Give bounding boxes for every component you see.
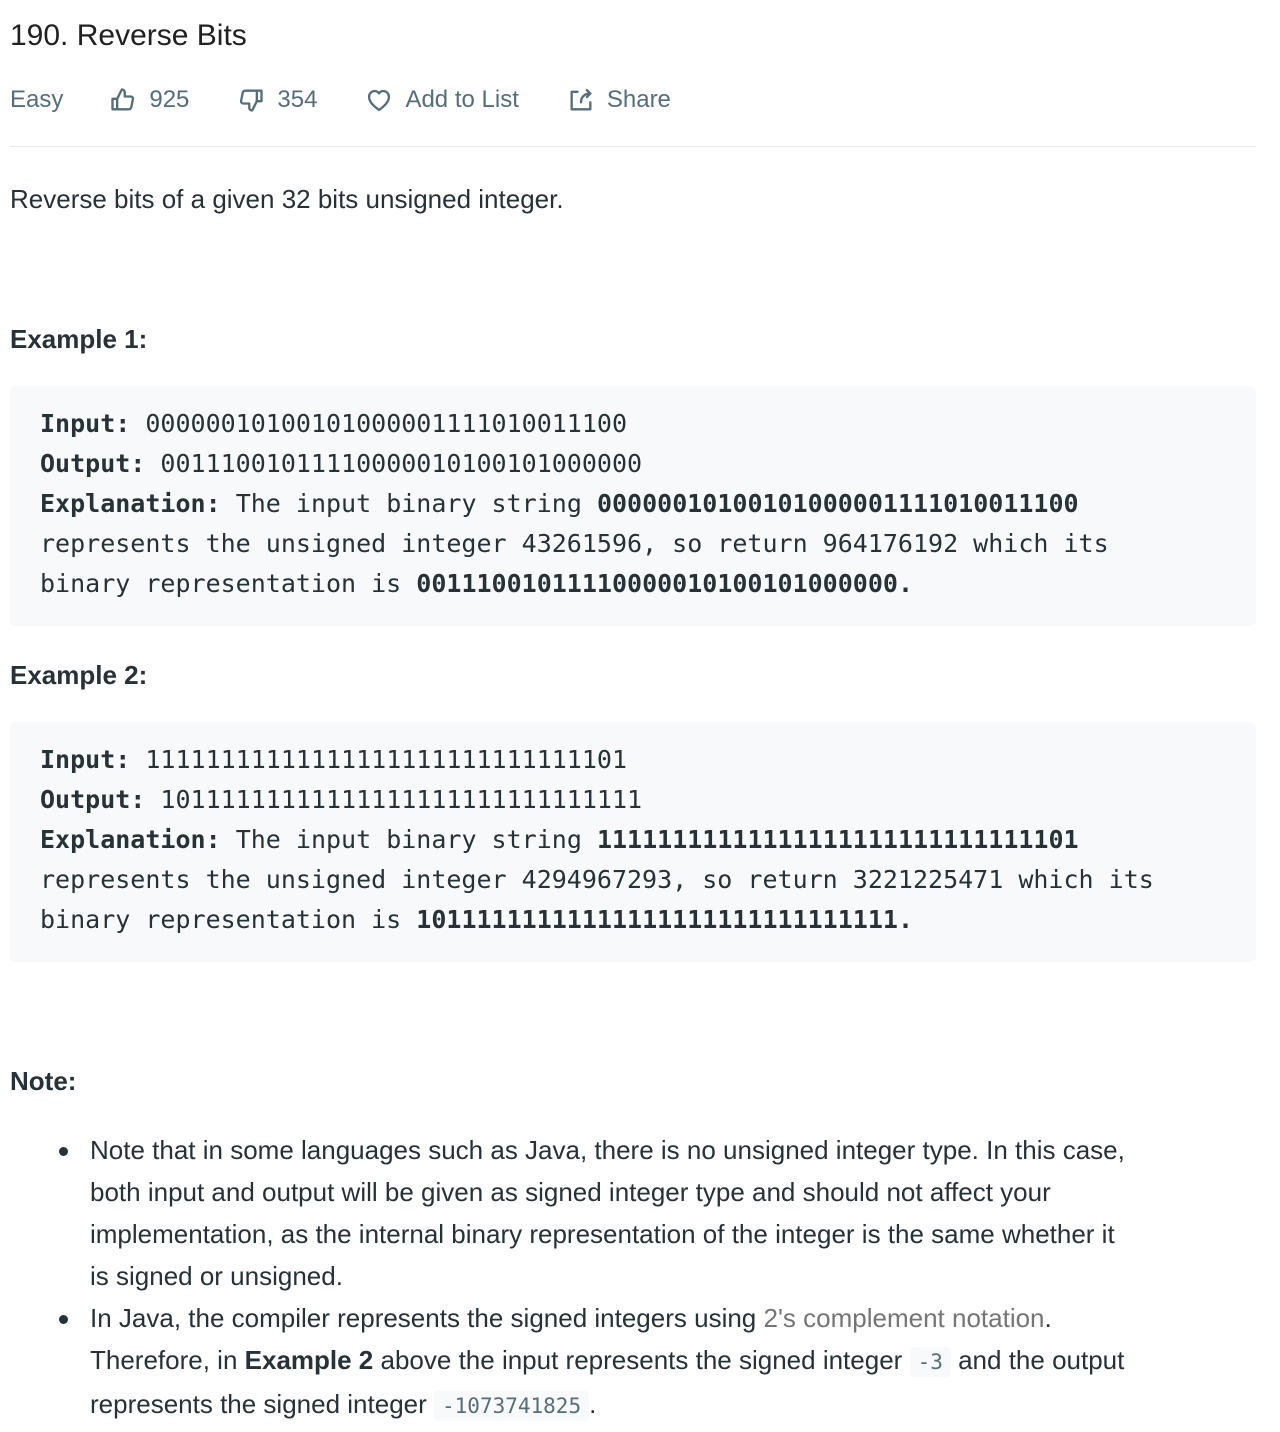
example-1-output-line bbox=[40, 444, 1226, 484]
explanation-binary: 00111001011110000010100101000000. bbox=[416, 569, 913, 598]
share-icon bbox=[567, 86, 595, 114]
note-text: implementation, as the internal binary representation of the integer is the same whether it bbox=[90, 1219, 1115, 1249]
note-text: Therefore, in bbox=[90, 1345, 238, 1375]
difficulty-label: Easy bbox=[10, 86, 64, 113]
output-label: Output: bbox=[40, 449, 146, 478]
explanation-binary: 10111111111111111111111111111111. bbox=[416, 905, 913, 934]
share-label: Share bbox=[606, 86, 671, 113]
note-text: represents the signed integer bbox=[90, 1389, 427, 1419]
example-1-input-line bbox=[40, 404, 1226, 444]
code-negative-large: -1073741825 bbox=[434, 1391, 589, 1421]
note-text: In Java, the compiler represents the signed integers using bbox=[90, 1303, 757, 1333]
example-1-heading: Example 1: bbox=[10, 324, 148, 354]
explanation-text: The input binary string bbox=[235, 489, 582, 518]
note-heading: Note: bbox=[10, 1066, 77, 1096]
example-2-block bbox=[10, 722, 1256, 962]
example-2-heading: Example 2: bbox=[10, 660, 148, 690]
example-1-block bbox=[10, 386, 1256, 626]
dislike-count: 354 bbox=[277, 86, 318, 113]
explanation-binary: 00000010100101000001111010011100 bbox=[596, 489, 1079, 518]
share-button[interactable] bbox=[567, 86, 671, 114]
like-button[interactable] bbox=[109, 86, 189, 114]
example-1-explanation-line-3 bbox=[40, 564, 1226, 604]
note-text: and the output bbox=[958, 1345, 1125, 1375]
like-count: 925 bbox=[149, 86, 190, 113]
note-text: both input and output will be given as signed integer type and should not affect your bbox=[90, 1177, 1051, 1207]
note-text: is signed or unsigned. bbox=[90, 1261, 343, 1291]
list-item bbox=[10, 1297, 1270, 1427]
note-list bbox=[10, 1129, 1270, 1427]
problem-description: Reverse bits of a given 32 bits unsigned integer. bbox=[10, 184, 564, 214]
add-to-list-label: Add to List bbox=[405, 86, 519, 113]
thumbs-down-icon bbox=[237, 86, 265, 114]
thumbs-up-icon bbox=[109, 86, 137, 114]
problem-meta-bar bbox=[10, 82, 719, 118]
example-1-explanation-line-1 bbox=[40, 484, 1226, 524]
explanation-label: Explanation: bbox=[40, 825, 221, 854]
twos-complement-link[interactable]: 2's complement notation bbox=[763, 1303, 1045, 1333]
note-text: Note that in some languages such as Java, there is no unsigned integer type. In this case, bbox=[90, 1135, 1125, 1165]
note-text: above the input represents the signed integer bbox=[380, 1345, 903, 1375]
example-2-reference: Example 2 bbox=[244, 1345, 374, 1375]
list-item bbox=[10, 1129, 1270, 1297]
example-1-explanation-line-2: represents the unsigned integer 43261596, so return 964176192 which its bbox=[40, 529, 1109, 558]
output-label: Output: bbox=[40, 785, 146, 814]
example-2-output-line bbox=[40, 780, 1226, 820]
explanation-text: The input binary string bbox=[235, 825, 582, 854]
example-2-input-line bbox=[40, 740, 1226, 780]
explanation-text: binary representation is bbox=[40, 569, 402, 598]
explanation-text: binary representation is bbox=[40, 905, 402, 934]
input-label: Input: bbox=[40, 745, 131, 774]
example-2-explanation-line-1 bbox=[40, 820, 1226, 860]
example-2-explanation-line-2: represents the unsigned integer 4294967293, so return 3221225471 which its bbox=[40, 865, 1154, 894]
problem-title: 190. Reverse Bits bbox=[10, 19, 247, 52]
heart-icon bbox=[365, 86, 393, 114]
input-value: 00000010100101000001111010011100 bbox=[145, 409, 628, 438]
output-value: 10111111111111111111111111111111 bbox=[160, 785, 643, 814]
add-to-list-button[interactable] bbox=[365, 86, 518, 114]
input-value: 11111111111111111111111111111101 bbox=[145, 745, 628, 774]
input-label: Input: bbox=[40, 409, 131, 438]
note-text: . bbox=[1044, 1303, 1052, 1333]
output-value: 00111001011110000010100101000000 bbox=[160, 449, 643, 478]
example-2-explanation-line-3 bbox=[40, 900, 1226, 940]
header-divider bbox=[10, 146, 1256, 147]
explanation-label: Explanation: bbox=[40, 489, 221, 518]
explanation-binary: 11111111111111111111111111111101 bbox=[596, 825, 1079, 854]
note-text: . bbox=[589, 1389, 597, 1419]
code-negative-three: -3 bbox=[910, 1347, 951, 1377]
dislike-button[interactable] bbox=[237, 86, 317, 114]
